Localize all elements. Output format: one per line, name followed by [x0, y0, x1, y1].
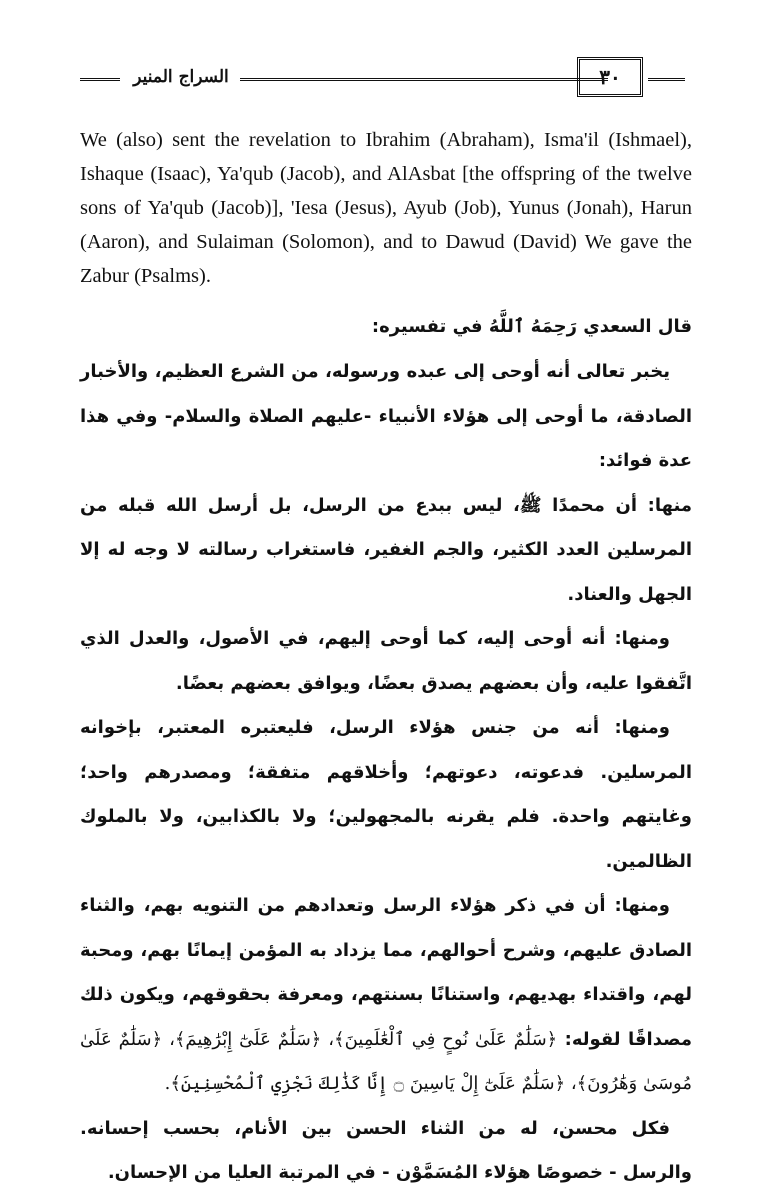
paragraph-benefit-3: ومنها: أنه من جنس هؤلاء الرسل، فليعتبره المعتبر، بإخوانه المرسلين. فدعوته، دعوتهم؛ وأخلاقهم متفقة؛ ومصدرهم واحد؛ وغايتهم واحدة. فلم يقرنه بالمجهولين؛ ولا بالكذابين، ولا بالملوك الظالمين. — [80, 717, 692, 872]
paragraph-benefit-4 — [80, 884, 692, 1107]
page-number: ٣٠ — [577, 57, 643, 97]
english-translation: We (also) sent the revelation to Ibrahim (Abraham), Isma'il (Ishmael), Ishaque (Isaac), Ya'qub (Jacob), and AlAsbat [the offspring of the twelve sons of Ya'qub (Jacob)], 'Iesa (Jesus), Ayub (Job), Yunus (Jonah), Harun (Aaron), and Sulaiman (Solomon), and to Dawud (David) We gave the Zabur (Psalms). — [80, 129, 692, 287]
paragraph-conclusion: فكل محسن، له من الثناء الحسن بين الأنام، بحسب إحسانه. والرسل - خصوصًا هؤلاء المُسَمَّوْن - في المرتبة العليا من الإحسان. — [80, 1117, 692, 1183]
running-title: السراج المنير — [133, 67, 229, 87]
page-header — [80, 55, 685, 105]
header-rule-left — [80, 78, 120, 81]
header-rule-middle — [240, 78, 608, 81]
benefit-4-text: ومنها: أن في ذكر هؤلاء الرسل وتعدادهم من التنويه بهم، والثناء الصادق عليهم، وشرح أحوالهم، مما يزداد به المؤمن إيمانًا بهم، ومحبة لهم، واقتداء بهديهم، واستنانًا بسنتهم، ومعرفة بحقوقهم، ويكون ذلك مصداقًا لقوله: — [80, 895, 692, 1050]
paragraph-intro: يخبر تعالى أنه أوحى إلى عبده ورسوله، من الشرع العظيم، والأخبار الصادقة، ما أوحى إلى هؤلاء الأنبياء -عليهم الصلاة والسلام- وفي هذا عدة فوائد: — [80, 361, 692, 471]
paragraph-benefit-2: ومنها: أنه أوحى إليه، كما أوحى إليهم، في الأصول، والعدل الذي اتَّفقوا عليه، وأن بعضهم يصدق بعضًا، ويوافق بعضهم بعضًا. — [80, 628, 692, 694]
header-rule-right — [648, 78, 685, 81]
tafsir-heading: قال السعدي رَحِمَهُ ٱللَّهُ في تفسيره: — [371, 316, 692, 337]
paragraph-benefit-1: منها: أن محمدًا ﷺ، ليس ببدع من الرسل، بل أرسل الله قبله من المرسلين العدد الكثير، والجم الغفير، فاستغراب رسالته لا وجه له إلا الجهل والعناد. — [80, 494, 692, 605]
tafsir-body — [80, 350, 692, 1196]
quran-verses: ﴿سَلَٰمٌ عَلَىٰ نُوحٍ فِي ٱلْعَٰلَمِينَ﴾، ﴿سَلَٰمٌ عَلَىٰٓ إِبْرَٰهِيمَ﴾، ﴿سَلَٰمٌ عَلَىٰ مُوسَىٰ وَهَٰرُونَ﴾، ﴿سَلَٰمٌ عَلَىٰٓ إِلْ يَاسِينَ ۝ إِنَّا كَذَٰلِكَ نَجْزِي ٱلْمُحْسِنِينَ﴾. — [80, 1028, 692, 1094]
